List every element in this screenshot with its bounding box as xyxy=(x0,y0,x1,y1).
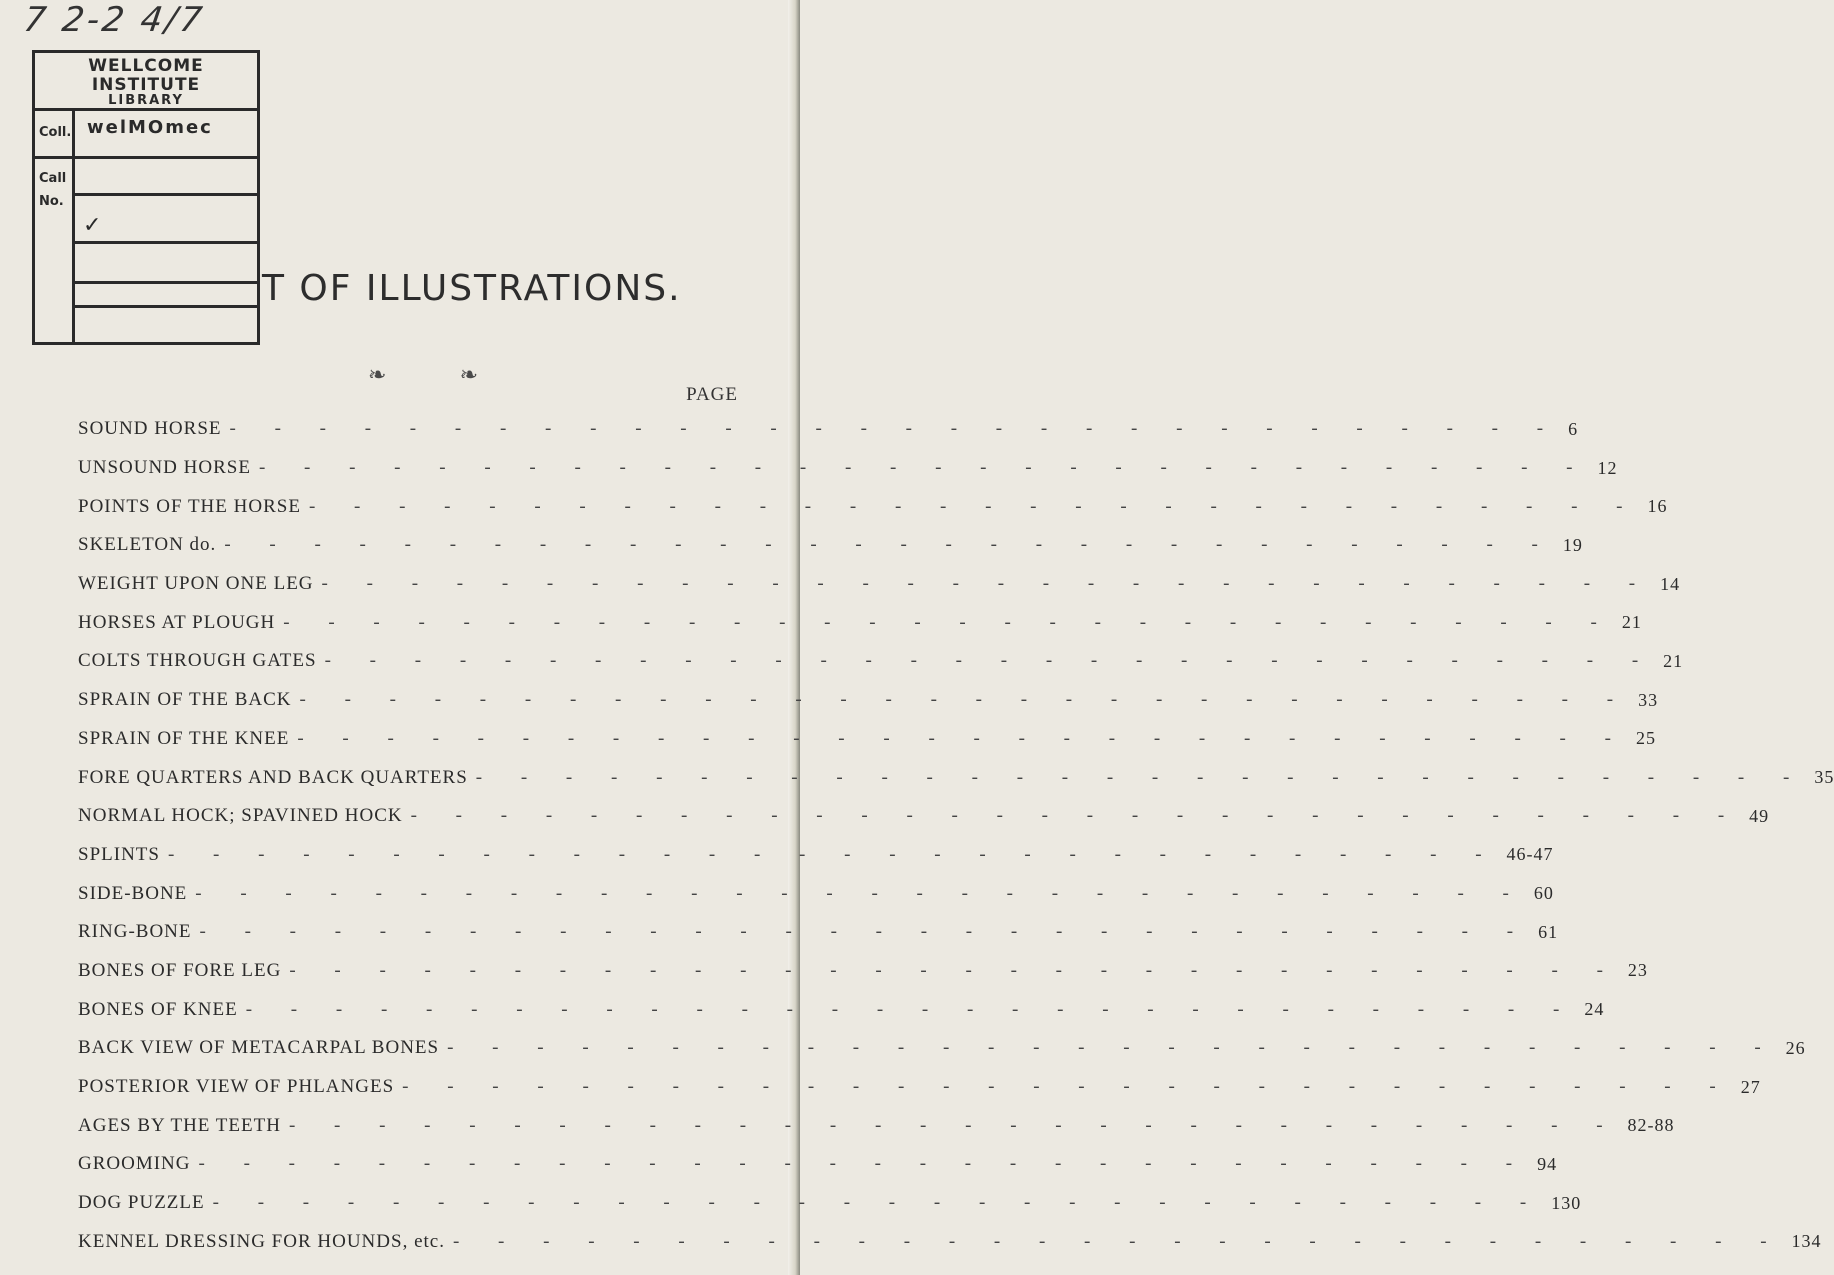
toc-entry-title: SPLINTS xyxy=(78,843,160,865)
toc-entry xyxy=(78,758,1834,797)
toc-entry xyxy=(78,913,1559,952)
toc-entry-page: 21 xyxy=(1663,650,1684,671)
stamp-check-mark: ✓ xyxy=(83,213,102,238)
toc-entry xyxy=(78,952,1648,991)
toc-entry xyxy=(78,720,1656,759)
toc-entry-title: NORMAL HOCK; SPAVINED HOCK xyxy=(78,805,403,827)
toc-entry xyxy=(78,487,1668,526)
toc-leader: - - - - - - - - - - - - - - - - - - - - - - - - - - - - - - xyxy=(245,998,1577,1020)
toc-leader: - - - - - - - - - - - - - - - - - - - - - - - - - - - - - - xyxy=(299,689,1631,711)
toc-entry-page: 49 xyxy=(1749,805,1770,826)
toc-leader: - - - - - - - - - - - - - - - - - - - - - - - - - - - - - - xyxy=(229,418,1561,440)
stamp-call-label: Call xyxy=(39,171,67,186)
toc-leader: - - - - - - - - - - - - - - - - - - - - - - - - - - - - - - xyxy=(212,1192,1544,1214)
stamp-divider xyxy=(75,241,257,244)
stamp-divider xyxy=(75,156,257,159)
stamp-coll-label: Coll. xyxy=(35,111,75,159)
stamp-no-label: No. xyxy=(39,194,64,209)
toc-entry xyxy=(78,1222,1822,1261)
toc-entry xyxy=(78,1145,1558,1184)
toc-entry-title: RING-BONE xyxy=(78,921,192,943)
toc-entry xyxy=(78,1106,1675,1145)
toc-entry xyxy=(78,990,1605,1029)
toc-entry xyxy=(78,449,1618,488)
page-heading: T OF ILLUSTRATIONS. xyxy=(262,268,682,309)
stamp-divider xyxy=(75,281,257,284)
toc-entry-title: COLTS THROUGH GATES xyxy=(78,650,317,672)
toc-leader: - - - - - - - - - - - - - - - - - - - - - - - - - - - - - - xyxy=(199,921,1531,943)
toc-entry-title: UNSOUND HORSE xyxy=(78,457,251,479)
toc-leader: - - - - - - - - - - - - - - - - - - - - - - - - - - - - - - xyxy=(452,1230,1784,1252)
toc-entry-title: SKELETON do. xyxy=(78,534,217,556)
stamp-header xyxy=(35,53,257,111)
toc-entry-title: BACK VIEW OF METACARPAL BONES xyxy=(78,1037,440,1059)
toc-entry-title: FORE QUARTERS AND BACK QUARTERS xyxy=(78,766,468,788)
toc-leader: - - - - - - - - - - - - - - - - - - - - - - - - - - - - - - xyxy=(308,495,1640,517)
toc-entry xyxy=(78,603,1642,642)
stamp-divider xyxy=(75,193,257,196)
toc-entry xyxy=(78,874,1554,913)
toc-entry-page: 26 xyxy=(1785,1037,1806,1058)
ornament-left: ❧ xyxy=(368,362,387,387)
toc-leader: - - - - - - - - - - - - - - - - - - - - - - - - - - - - - - xyxy=(283,611,1614,633)
stamp-institution: WELLCOME INSTITUTE xyxy=(88,56,204,95)
toc-entry-page: 16 xyxy=(1647,496,1668,517)
toc-entry-page: 94 xyxy=(1537,1153,1558,1174)
toc-leader: - - - - - - - - - - - - - - - - - - - - - - - - - - - - - - xyxy=(258,457,1590,479)
toc-leader: - - - - - - - - - - - - - - - - - - - - - - - - - - - - - - xyxy=(402,1076,1733,1098)
library-stamp xyxy=(32,50,260,345)
toc-leader: - - - - - - - - - - - - - - - - - - - - - - - - - - - - - - xyxy=(195,882,1526,904)
toc-entry-page: 134 xyxy=(1791,1231,1822,1252)
toc-entry-title: WEIGHT UPON ONE LEG xyxy=(78,573,314,595)
toc-entry xyxy=(78,681,1659,720)
stamp-coll-value: welMOmec xyxy=(87,117,213,138)
toc-entry-title: DOG PUZZLE xyxy=(78,1192,205,1214)
toc-entry-page: 35 xyxy=(1814,767,1834,788)
toc-entry-page: 130 xyxy=(1551,1192,1582,1213)
toc-entry-title: HORSES AT PLOUGH xyxy=(78,611,276,633)
toc-entry-page: 27 xyxy=(1740,1076,1761,1097)
toc-entry-page: 23 xyxy=(1627,960,1648,981)
toc-leader: - - - - - - - - - - - - - - - - - - - - - - - - - - - - - - xyxy=(410,805,1742,827)
toc-entry-page: 14 xyxy=(1660,573,1681,594)
toc-leader: - - - - - - - - - - - - - - - - - - - - - - - - - - - - - - xyxy=(167,843,1499,865)
toc-entry xyxy=(78,526,1583,565)
toc-entry-page: 12 xyxy=(1597,457,1618,478)
toc-entry-title: SPRAIN OF THE KNEE xyxy=(78,727,290,749)
toc-entry-title: BONES OF FORE LEG xyxy=(78,959,282,981)
toc-entry-page: 82-88 xyxy=(1627,1115,1675,1136)
toc-entry xyxy=(78,797,1770,836)
toc-entry-title: KENNEL DRESSING FOR HOUNDS, etc. xyxy=(78,1230,445,1252)
toc-entry-title: POINTS OF THE HORSE xyxy=(78,495,301,517)
toc-leader: - - - - - - - - - - - - - - - - - - - - - - - - - - - - - - xyxy=(198,1153,1530,1175)
toc-entry-title: SIDE-BONE xyxy=(78,882,188,904)
stamp-library: LIBRARY xyxy=(108,93,184,109)
toc-leader: - - - - - - - - - - - - - - - - - - - - - - - - - - - - - - xyxy=(447,1037,1778,1059)
toc-entry-page: 21 xyxy=(1621,612,1642,633)
toc-entry-page: 46-47 xyxy=(1506,844,1554,865)
toc-entry xyxy=(78,1068,1761,1107)
toc-entry-title: SPRAIN OF THE BACK xyxy=(78,689,292,711)
ornament-right: ❧ xyxy=(459,362,478,387)
toc-entry-page: 25 xyxy=(1635,728,1656,749)
toc-entry-page: 60 xyxy=(1533,883,1554,904)
toc-entry xyxy=(78,836,1554,875)
toc-entry-title: BONES OF KNEE xyxy=(78,998,238,1020)
toc-leader: - - - - - - - - - - - - - - - - - - - - - - - - - - - - - - xyxy=(321,573,1653,595)
ornaments xyxy=(368,362,478,388)
illustrations-list xyxy=(78,410,1834,1261)
toc-leader: - - - - - - - - - - - - - - - - - - - - - - - - - - - - - - xyxy=(297,727,1628,749)
toc-entry-page: 19 xyxy=(1562,534,1583,555)
toc-entry-page: 33 xyxy=(1638,689,1659,710)
stamp-call-box xyxy=(35,159,75,342)
toc-entry xyxy=(78,565,1681,604)
toc-leader: - - - - - - - - - - - - - - - - - - - - - - - - - - - - - - xyxy=(289,959,1620,981)
toc-entry-page: 6 xyxy=(1568,418,1579,439)
toc-leader: - - - - - - - - - - - - - - - - - - - - - - - - - - - - - - xyxy=(324,650,1656,672)
toc-entry-title: GROOMING xyxy=(78,1153,191,1175)
toc-entry-page: 24 xyxy=(1584,999,1605,1020)
toc-entry xyxy=(78,642,1684,681)
toc-leader: - - - - - - - - - - - - - - - - - - - - - - - - - - - - - - xyxy=(475,766,1807,788)
toc-entry xyxy=(78,410,1579,449)
toc-entry-page: 61 xyxy=(1538,921,1559,942)
toc-entry-title: SOUND HORSE xyxy=(78,418,222,440)
handwritten-shelf-mark: 7 2-2 4/7 xyxy=(21,0,208,40)
toc-leader: - - - - - - - - - - - - - - - - - - - - - - - - - - - - - - xyxy=(288,1114,1620,1136)
page-column-label: PAGE xyxy=(686,384,738,405)
toc-entry xyxy=(78,1029,1806,1068)
toc-entry-title: POSTERIOR VIEW OF PHLANGES xyxy=(78,1076,395,1098)
toc-entry-title: AGES BY THE TEETH xyxy=(78,1114,281,1136)
toc-entry xyxy=(78,1184,1582,1223)
stamp-divider xyxy=(75,305,257,308)
toc-leader: - - - - - - - - - - - - - - - - - - - - - - - - - - - - - - xyxy=(224,534,1555,556)
